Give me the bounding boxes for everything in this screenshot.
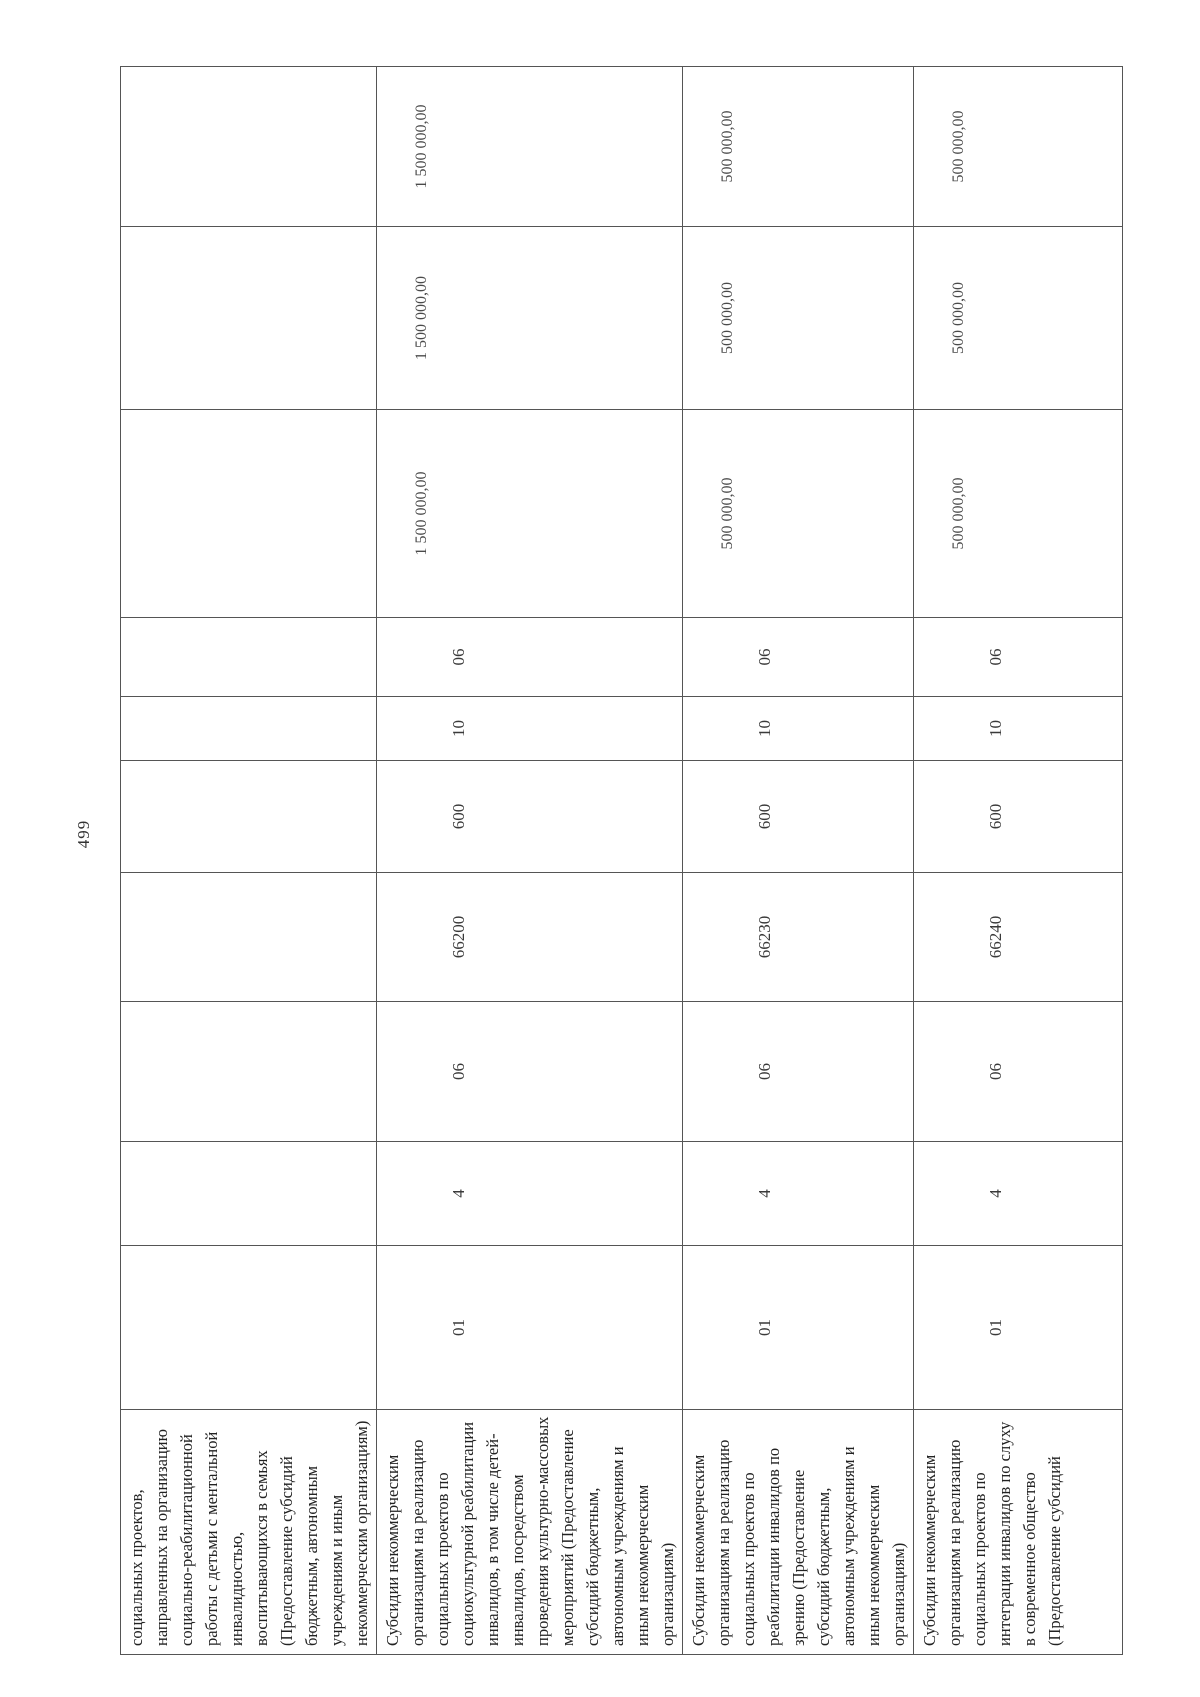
code-subprogram: 4 xyxy=(683,1142,914,1246)
code-program: 01 xyxy=(914,1246,1123,1410)
table-row xyxy=(377,67,683,1655)
code-main-event xyxy=(121,1002,377,1142)
code-subsection: 06 xyxy=(377,618,683,697)
amount-year-2: 500 000,00 xyxy=(683,227,914,410)
amount-year-3: 500 000,00 xyxy=(914,67,1123,227)
code-section: 10 xyxy=(683,697,914,761)
code-program: 01 xyxy=(683,1246,914,1410)
code-subprogram: 4 xyxy=(914,1142,1123,1246)
row-description: Субсидии некоммерческим организациям на реализацию социальных проектов по реабилитации инвалидов по зрению (Предоставление субсидий бюджетным, автономным учреждениям и иным некоммерческим организациям) xyxy=(683,1410,914,1655)
code-direction: 66240 xyxy=(914,873,1123,1002)
code-expense-type xyxy=(121,761,377,873)
amount-year-3 xyxy=(121,67,377,227)
amount-year-2: 500 000,00 xyxy=(914,227,1123,410)
code-main-event: 06 xyxy=(914,1002,1123,1142)
code-subprogram: 4 xyxy=(377,1142,683,1246)
table-row xyxy=(683,67,914,1655)
table-row xyxy=(914,67,1123,1655)
code-direction: 66200 xyxy=(377,873,683,1002)
code-section: 10 xyxy=(914,697,1123,761)
code-direction xyxy=(121,873,377,1002)
amount-year-1: 1 500 000,00 xyxy=(377,410,683,618)
code-expense-type: 600 xyxy=(377,761,683,873)
code-subsection: 06 xyxy=(683,618,914,697)
amount-year-2: 1 500 000,00 xyxy=(377,227,683,410)
amount-year-1: 500 000,00 xyxy=(683,410,914,618)
code-expense-type: 600 xyxy=(914,761,1123,873)
code-main-event: 06 xyxy=(683,1002,914,1142)
code-program xyxy=(121,1246,377,1410)
code-section: 10 xyxy=(377,697,683,761)
code-program: 01 xyxy=(377,1246,683,1410)
amount-year-3: 1 500 000,00 xyxy=(377,67,683,227)
code-subsection: 06 xyxy=(914,618,1123,697)
budget-table xyxy=(120,66,1123,1655)
code-direction: 66230 xyxy=(683,873,914,1002)
amount-year-3: 500 000,00 xyxy=(683,67,914,227)
code-subsection xyxy=(121,618,377,697)
code-section xyxy=(121,697,377,761)
code-main-event: 06 xyxy=(377,1002,683,1142)
amount-year-1: 500 000,00 xyxy=(914,410,1123,618)
code-subprogram xyxy=(121,1142,377,1246)
amount-year-2 xyxy=(121,227,377,410)
row-description: Субсидии некоммерческим организациям на реализацию социальных проектов по социокультурной реабилитации инвалидов, в том числе детей-инвалидов, посредством проведения культурно-массовых мероприятий (Предоставление субсидий бюджетным, автономным учреждениям и иным некоммерческим организациям) xyxy=(377,1410,683,1655)
page-number: 499 xyxy=(74,819,93,849)
table-row xyxy=(121,67,377,1655)
amount-year-1 xyxy=(121,410,377,618)
row-description: Субсидии некоммерческим организациям на реализацию социальных проектов по интеграции инвалидов по слуху в современное общество (Предоставление субсидий xyxy=(914,1410,1123,1655)
row-description: социальных проектов, направленных на организацию социально-реабилитационной работы с детьми с ментальной инвалидностью, воспитывающихся в семьях (Предоставление субсидий бюджетным, автономным учреждениям и иным некоммерческим организациям) xyxy=(121,1410,377,1655)
code-expense-type: 600 xyxy=(683,761,914,873)
